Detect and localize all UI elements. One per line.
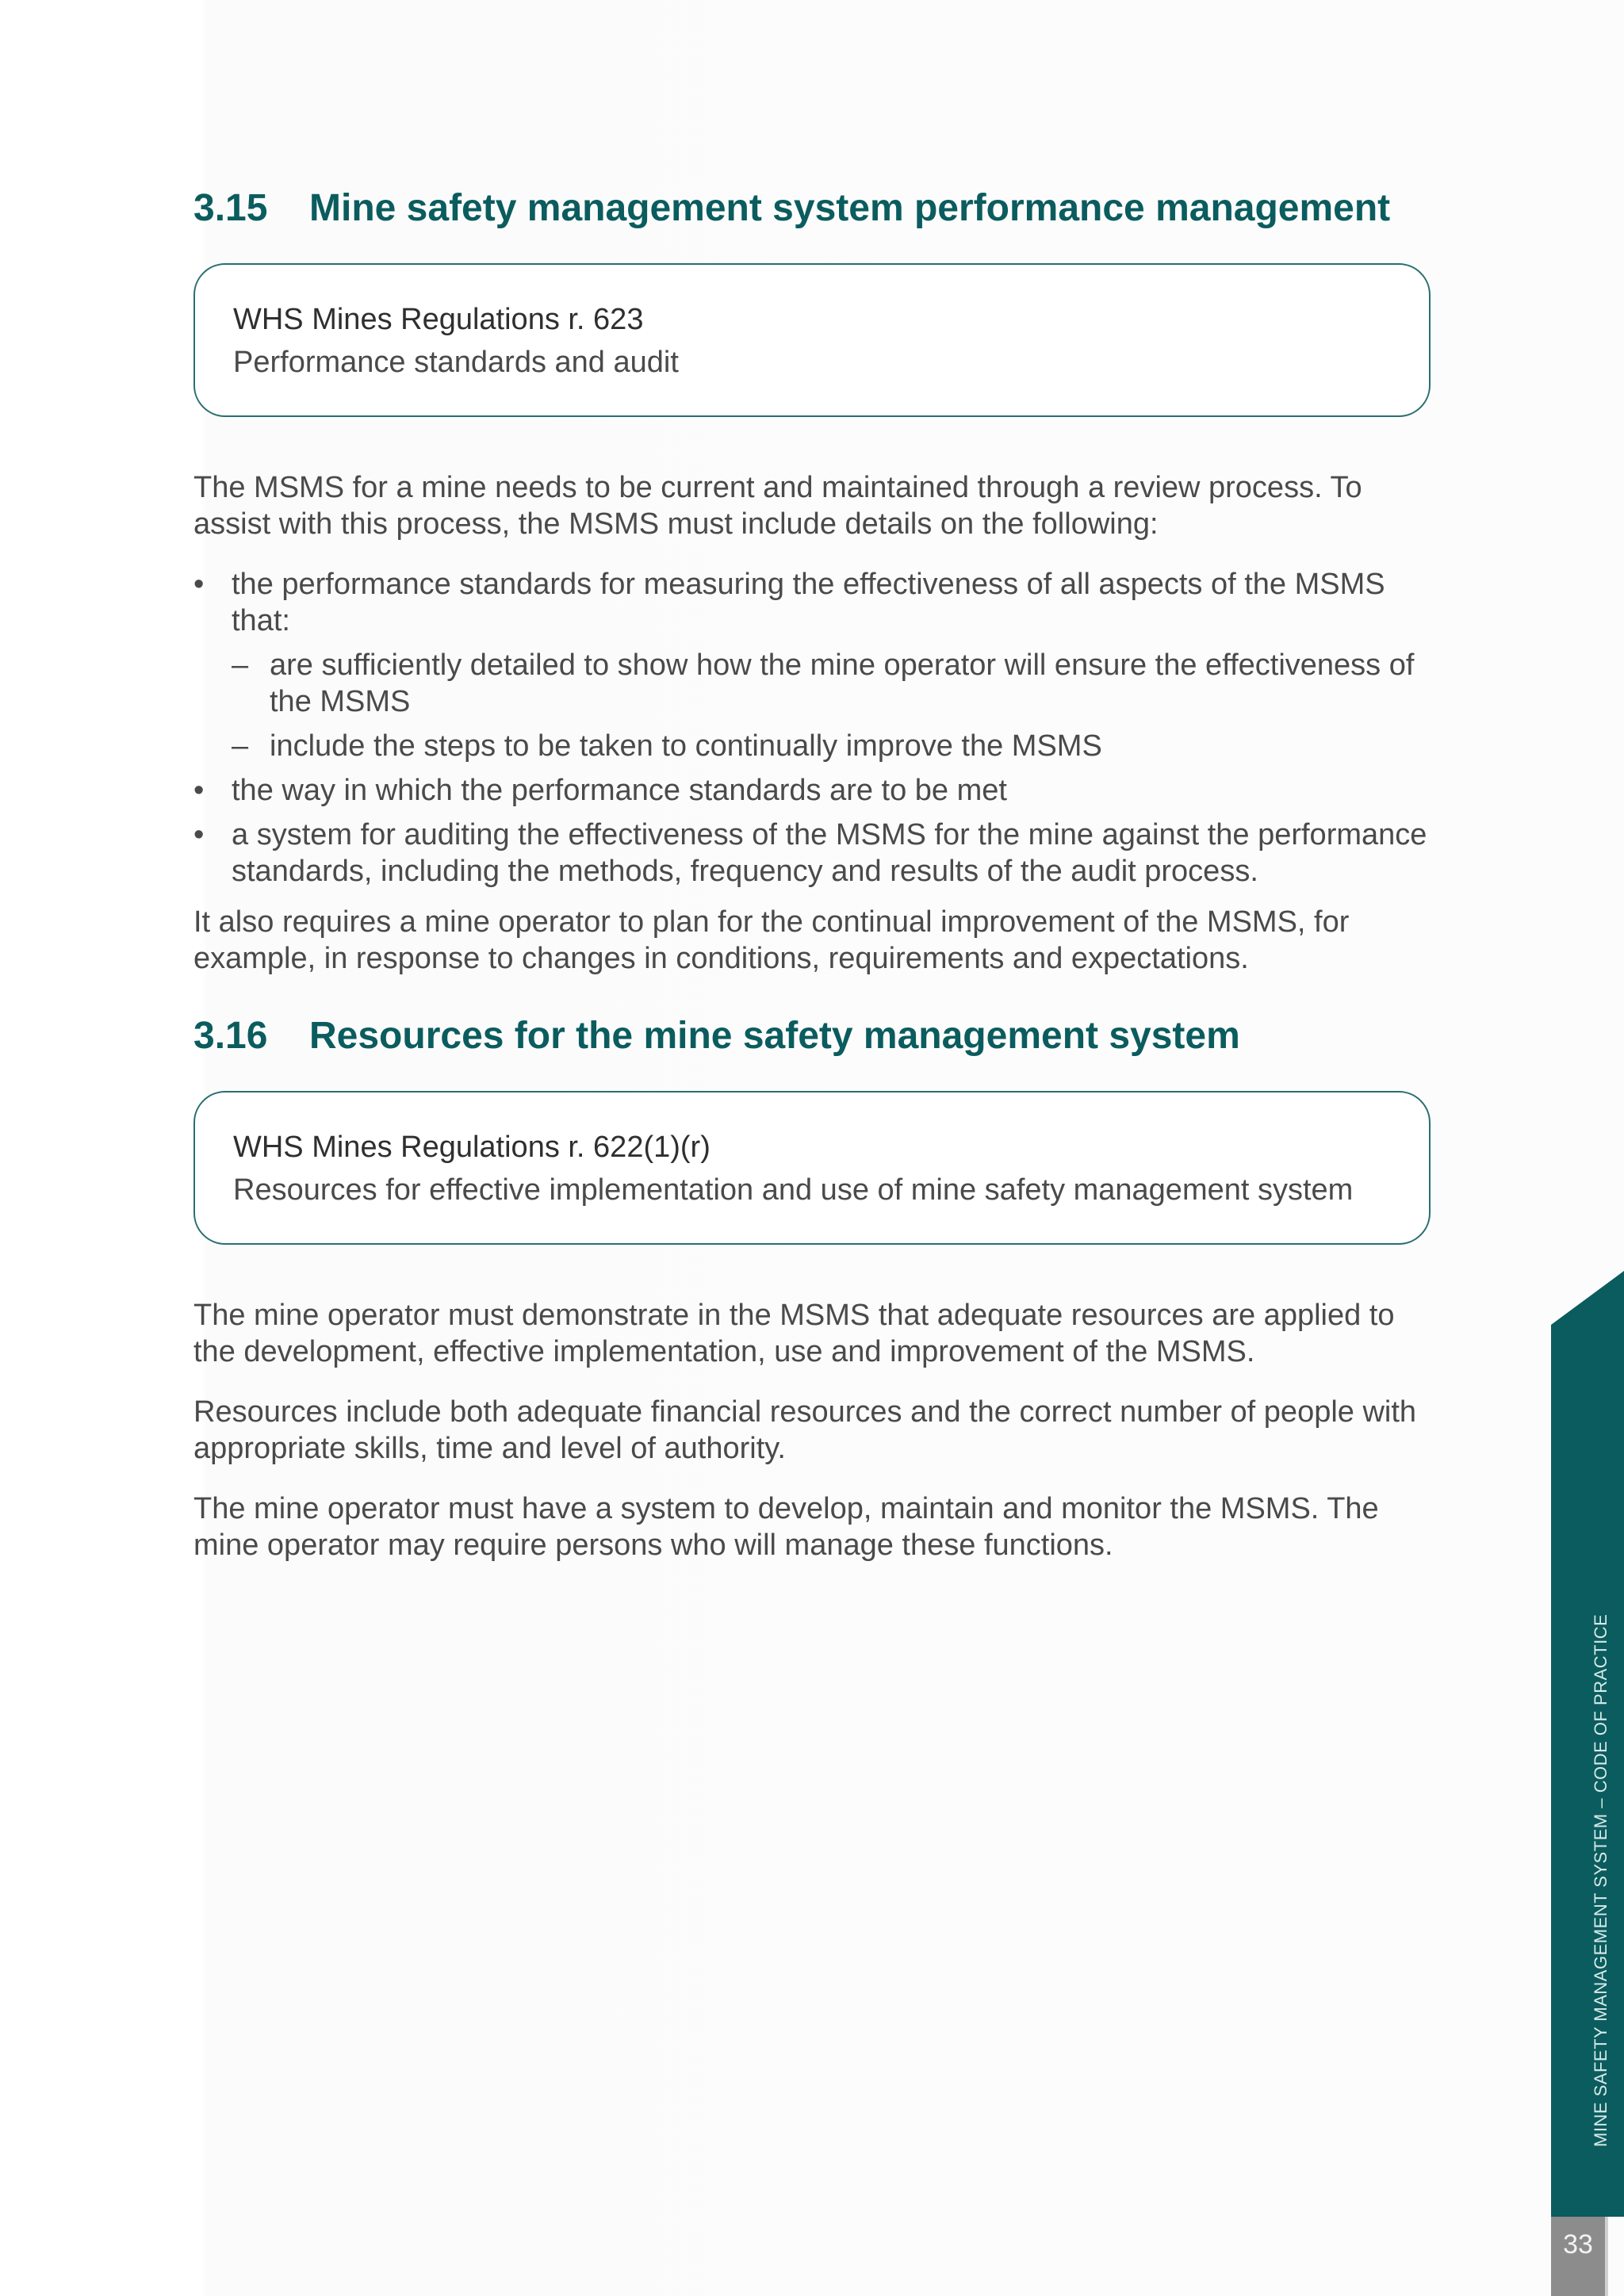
section-heading-3-15 xyxy=(193,181,1431,236)
intro-paragraph: The MSMS for a mine needs to be current and maintained through a review process. To assist with this process, the MSMS must include details on the following: xyxy=(193,471,1362,541)
section-number: 3.15 xyxy=(193,187,268,229)
body-paragraph: The mine operator must demonstrate in the MSMS that adequate resources are applied to the development, effective implementation, use and improvement of the MSMS. xyxy=(193,1299,1395,1368)
page-number-edge xyxy=(1605,2217,1608,2296)
regulation-box-622 xyxy=(193,1091,1431,1245)
regulation-description: Performance standards and audit xyxy=(233,346,679,379)
regulation-reference: WHS Mines Regulations r. 622(1)(r) xyxy=(233,1131,710,1164)
section-title: Resources for the mine safety management system xyxy=(309,1015,1240,1057)
sub-list xyxy=(232,647,1431,764)
section-number: 3.16 xyxy=(193,1015,268,1057)
page-number: 33 xyxy=(1551,2217,1605,2296)
sidebar-tab xyxy=(1551,1271,1624,2296)
regulation-reference: WHS Mines Regulations r. 623 xyxy=(233,303,644,336)
list-item: • the way in which the performance standards are to be met xyxy=(193,772,1431,809)
sub-list-item: – are sufficiently detailed to show how the mine operator will ensure the effectiveness of the MSMS xyxy=(232,647,1431,720)
regulation-box-623 xyxy=(193,263,1431,417)
body-paragraph: Resources include both adequate financial resources and the correct number of people with appropriate skills, time and level of authority. xyxy=(193,1395,1417,1465)
sub-list-item: – include the steps to be taken to continually improve the MSMS xyxy=(232,728,1431,764)
list-item: • a system for auditing the effectiveness of the MSMS for the mine against the performance standards, including the methods, frequency and results of the audit process. xyxy=(193,817,1431,890)
section-title: Mine safety management system performance management xyxy=(309,187,1391,229)
list-item-text: the performance standards for measuring the effectiveness of all aspects of the MSMS that: xyxy=(232,568,1385,637)
section-heading-3-16 xyxy=(193,1008,1431,1064)
regulation-description: Resources for effective implementation and use of mine safety management system xyxy=(233,1173,1354,1207)
bullet-list xyxy=(193,566,1431,890)
list-item xyxy=(193,566,1431,764)
document-title-vertical: MINE SAFETY MANAGEMENT SYSTEM – CODE OF PRACTICE xyxy=(1591,1613,1611,2147)
closing-paragraph: It also requires a mine operator to plan for the continual improvement of the MSMS, for example, in response to changes in conditions, requirements and expectations. xyxy=(193,905,1350,975)
body-paragraph: The mine operator must have a system to develop, maintain and monitor the MSMS. The mine operator may require persons who will manage these functions. xyxy=(193,1492,1379,1562)
page-content xyxy=(193,181,1431,1563)
sidebar-shape xyxy=(1551,1271,1624,2296)
